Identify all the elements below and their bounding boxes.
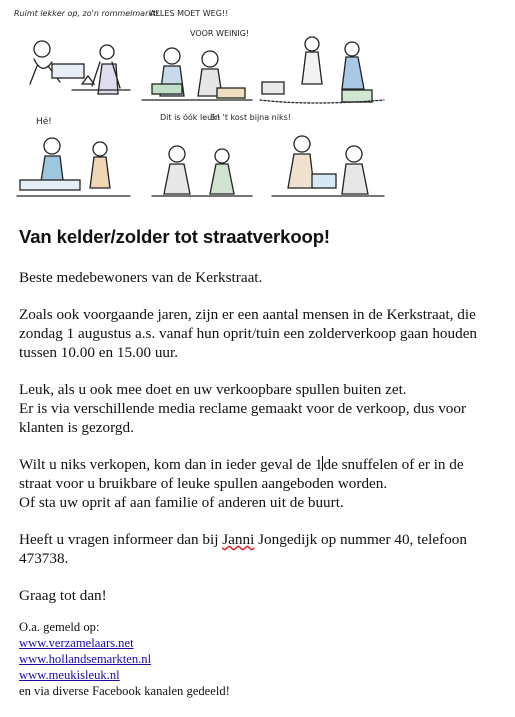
notified-intro: O.a. gemeld op: [19,620,100,634]
p4-text-a: Heeft u vragen informeer dan bij [19,531,223,548]
link-verzamelaars[interactable]: www.verzamelaars.net [19,636,134,650]
p3-line-2: straat voor u bruikbare of leuke spullen aangeboden worden. [19,475,388,492]
p4-text-b: Jongedijk op nummer 40, telefoon [254,531,467,548]
bubble-text-3: VOOR WEINIG! [190,29,250,38]
letter [19,226,499,699]
link-hollandsemarkten[interactable]: www.hollandsemarkten.nl [19,652,152,666]
p4-line-2: 473738. [19,550,69,567]
cartoon-svg [12,4,502,200]
bubble-text-1: Ruimt lekker op, zo'n rommelmarkt! [14,9,160,18]
p2-line-3: klanten is gezorgd. [19,419,134,436]
panel-4 [17,116,130,196]
paragraph-1 [19,305,499,362]
p2-line-2: Er is via verschillende media reclame gemaakt voor de verkoop, dus voor [19,400,467,417]
p1-line-3: tussen 10.00 en 15.00 uur. [19,344,179,361]
footer-note: en via diverse Facebook kanalen gedeeld! [19,684,230,698]
panel-3 [260,37,384,103]
paragraph-2 [19,380,499,437]
bubble-text-2: ALLES MOET WEG!! [150,9,229,18]
link-meukisleuk[interactable]: www.meukisleuk.nl [19,668,120,682]
p2-line-1: Leuk, als u ook mee doet en uw verkoopbare spullen buiten zet. [19,381,407,398]
link-list [19,635,499,683]
p4-line-1 [19,530,499,549]
panel-6 [272,136,384,196]
p1-line-2: zondag 1 augustus a.s. vanaf hun oprit/tuin een zolderverkoop gaan houden [19,325,478,342]
bubble-text-6: En 't kost bijna niks! [210,113,291,122]
market-illustration [12,4,502,200]
bubble-text-4: Hé! [36,117,52,127]
letter-title: Van kelder/zolder tot straatverkoop! [19,226,330,247]
greeting: Beste medebewoners van de Kerkstraat. [19,269,263,286]
spellcheck-name: Janni [222,531,255,548]
panel-1 [14,9,159,94]
p1-line-1: Zoals ook voorgaande jaren, zijn er een aantal mensen in de Kerkstraat, die [19,306,476,323]
panel-2 [142,9,252,100]
p3-line-1-end: de snuffelen of er in de [323,456,464,473]
p3-line-1 [19,455,499,474]
bubble-text-5: Dit is óók leuk! [160,113,221,122]
panel-5 [152,112,291,196]
paragraph-4 [19,530,499,568]
p3-line-1-start: Wilt u niks verkopen, kom dan in ieder geval de 1 [19,456,323,473]
p3-line-3: Of sta uw oprit af aan familie of anderen uit de buurt. [19,494,344,511]
closing: Graag tot dan! [19,587,107,604]
paragraph-3 [19,455,499,512]
